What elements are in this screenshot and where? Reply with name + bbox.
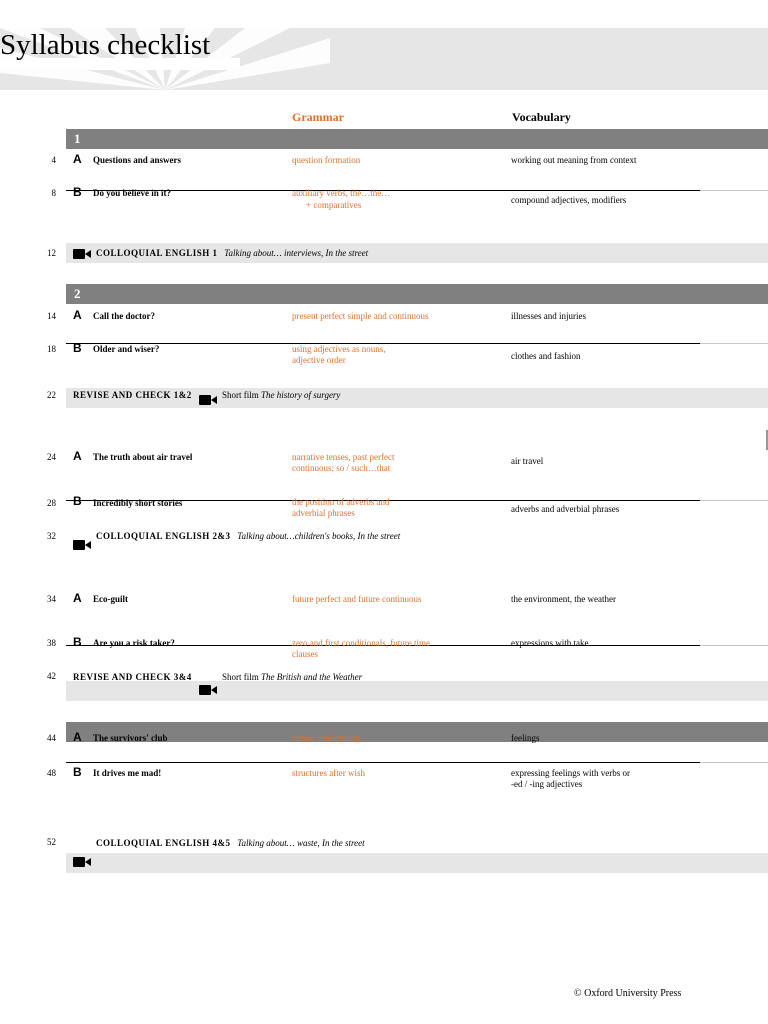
unit-bar <box>66 284 768 304</box>
lesson-letter: A <box>73 152 82 166</box>
vocabulary-topic-line2: -ed / -ing adjectives <box>511 779 583 789</box>
band-description: Talking about… interviews, In the street <box>224 248 369 258</box>
grammar-topic-line2: adjective order <box>292 355 346 365</box>
band-text <box>222 672 362 682</box>
lesson-letter: B <box>73 765 82 779</box>
lesson-letter: B <box>73 635 82 649</box>
page-number: 4 <box>51 155 56 165</box>
video-camera-icon <box>73 540 91 550</box>
video-camera-icon <box>73 857 91 867</box>
row-divider-extension <box>700 343 768 344</box>
band-film-title: The history of surgery <box>261 390 341 400</box>
lesson-letter: A <box>73 449 82 463</box>
vocabulary-topic: feelings <box>511 733 540 743</box>
revise-and-check-band <box>66 681 768 701</box>
video-camera-icon <box>199 395 217 405</box>
page-number: 8 <box>51 188 56 198</box>
grammar-topic: auxiliary verbs, the…the… <box>292 188 391 198</box>
page-number: 24 <box>47 452 56 462</box>
lesson-title: It drives me mad! <box>93 768 162 778</box>
band-description: Talking about…children's books, In the street <box>237 531 401 541</box>
page-number: 52 <box>47 837 56 847</box>
copyright-notice: © Oxford University Press <box>574 988 682 999</box>
lesson-letter: B <box>73 341 82 355</box>
unit-number: 2 <box>74 286 81 301</box>
grammar-topic: narrative tenses, past perfect <box>292 452 395 462</box>
grammar-topic: the position of adverbs and <box>292 497 390 507</box>
grammar-topic: structures after wish <box>292 768 365 778</box>
page-number: 38 <box>47 638 56 648</box>
band-label: REVISE AND CHECK 1&2 <box>73 390 192 400</box>
row-divider-extension <box>700 762 768 763</box>
band-text <box>96 248 368 258</box>
lesson-title: Older and wiser? <box>93 344 160 354</box>
lesson-title: Questions and answers <box>93 155 182 165</box>
page-number: 18 <box>47 344 56 354</box>
grammar-topic: zero and first conditionals, future time <box>292 638 430 648</box>
vocabulary-topic: adverbs and adverbial phrases <box>511 504 620 514</box>
band-text <box>222 390 340 400</box>
vocabulary-topic: the environment, the weather <box>511 594 616 604</box>
lesson-title: Eco-guilt <box>93 594 128 604</box>
page-number: 48 <box>47 768 56 778</box>
video-camera-icon <box>73 249 91 259</box>
colloquial-english-band <box>66 853 768 873</box>
band-label: COLLOQUIAL ENGLISH 1 <box>96 248 218 258</box>
vocabulary-topic: working out meaning from context <box>511 155 637 165</box>
band-text <box>96 838 365 848</box>
vocabulary-topic: clothes and fashion <box>511 351 581 361</box>
band-label-text <box>73 390 192 400</box>
unit-bar <box>66 722 768 742</box>
band-text <box>96 531 400 541</box>
grammar-topic-line2: adverbial phrases <box>292 508 355 518</box>
lesson-letter: A <box>73 730 82 744</box>
lesson-letter: A <box>73 591 82 605</box>
grammar-topic: using adjectives as nouns, <box>292 344 386 354</box>
unit-bar <box>66 129 768 149</box>
lesson-title: The survivors' club <box>93 733 168 743</box>
page-number: 14 <box>47 311 56 321</box>
band-description: Short film <box>222 672 259 682</box>
page-number: 22 <box>47 390 56 400</box>
page-number: 42 <box>47 671 56 681</box>
band-label: REVISE AND CHECK 3&4 <box>73 672 192 682</box>
lesson-letter: B <box>73 494 82 508</box>
band-label: COLLOQUIAL ENGLISH 2&3 <box>96 531 231 541</box>
lesson-letter: B <box>73 185 82 199</box>
grammar-topic-line2: clauses <box>292 649 318 659</box>
grammar-topic: present perfect simple and continuous <box>292 311 429 321</box>
band-description: Talking about… waste, In the street <box>237 838 365 848</box>
vocabulary-topic: air travel <box>511 456 544 466</box>
grammar-topic: future perfect and future continuous <box>292 594 422 604</box>
column-heading-vocabulary: Vocabulary <box>512 110 571 124</box>
lesson-letter: A <box>73 308 82 322</box>
lesson-title: Do you believe in it? <box>93 188 171 198</box>
vocabulary-topic: expressions with take <box>511 638 589 648</box>
band-label-text <box>73 672 192 682</box>
grammar-topic: unreal conditionals <box>292 733 361 743</box>
row-divider-extension <box>700 190 768 191</box>
vocabulary-topic: expressing feelings with verbs or <box>511 768 630 778</box>
lesson-title: Incredibly short stories <box>93 498 183 508</box>
page-number: 12 <box>47 248 56 258</box>
unit-number: 1 <box>74 131 81 146</box>
band-label: COLLOQUIAL ENGLISH 4&5 <box>96 838 231 848</box>
band-film-title: The British and the Weather <box>261 672 363 682</box>
row-divider-extension <box>700 500 768 501</box>
page-number: 34 <box>47 594 56 604</box>
grammar-topic-line2: + comparatives <box>306 200 362 210</box>
lesson-title: Call the doctor? <box>93 311 155 321</box>
row-divider-extension <box>700 645 768 646</box>
column-heading-grammar: Grammar <box>292 110 344 124</box>
grammar-topic: question formation <box>292 155 361 165</box>
page-number: 32 <box>47 531 56 541</box>
lesson-title: The truth about air travel <box>93 452 193 462</box>
page-number: 44 <box>47 733 56 743</box>
page-title: Syllabus checklist <box>0 29 211 61</box>
page-number: 28 <box>47 498 56 508</box>
vocabulary-topic: compound adjectives, modifiers <box>511 195 627 205</box>
row-divider <box>66 762 700 763</box>
vocabulary-topic: illnesses and injuries <box>511 311 586 321</box>
video-camera-icon <box>199 685 217 695</box>
lesson-title: Are you a risk taker? <box>93 638 175 648</box>
band-description: Short film <box>222 390 259 400</box>
grammar-topic-line2: continuous; so / such…that <box>292 463 391 473</box>
